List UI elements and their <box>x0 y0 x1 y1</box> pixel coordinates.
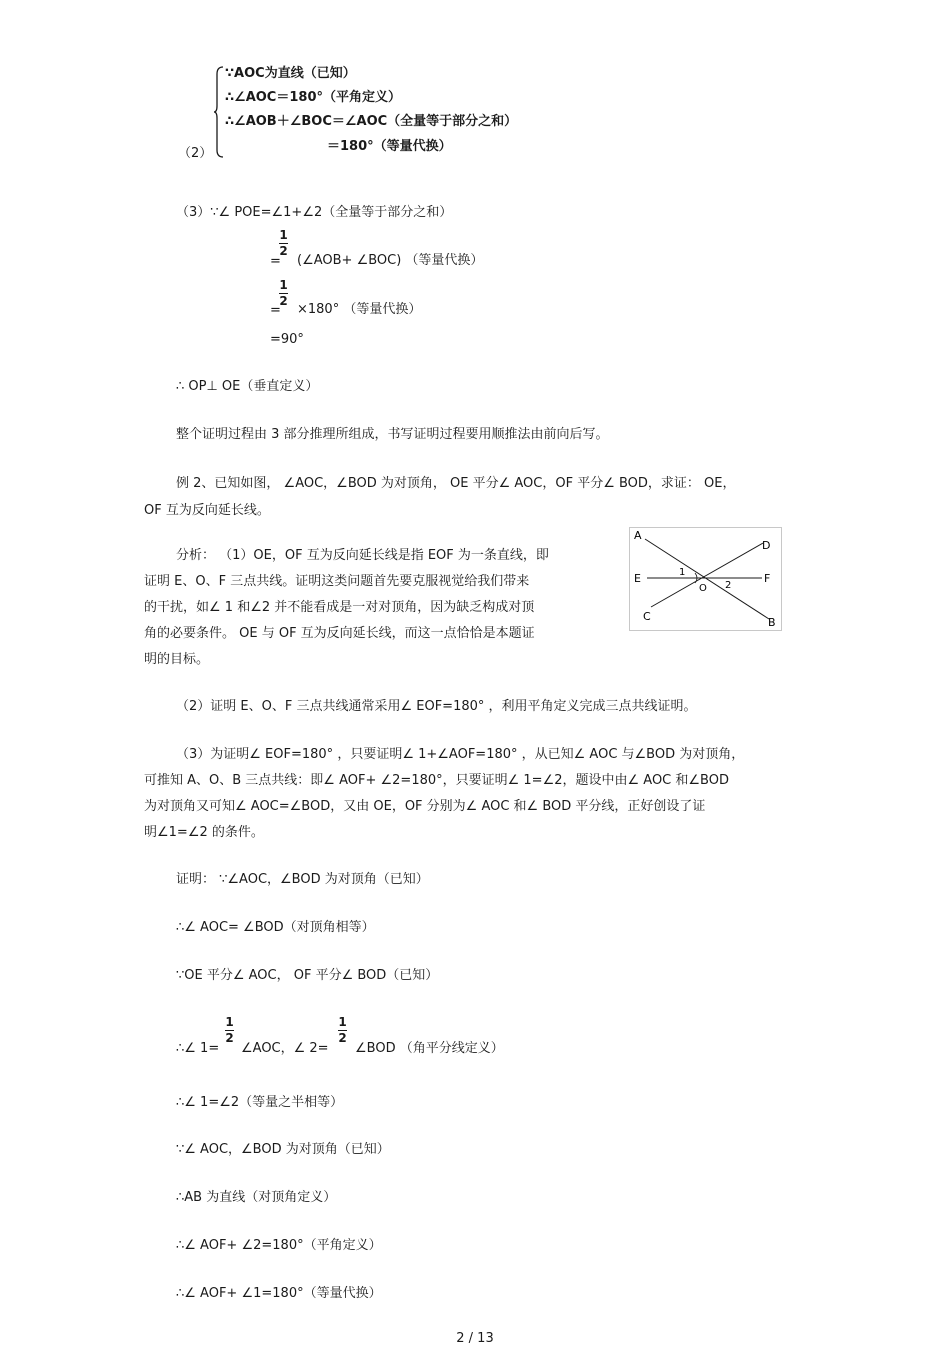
part2-line-3: ∴∠AOB＋∠BOC＝∠AOC（全量等于部分之和） <box>225 114 518 129</box>
analysis-line-5: 明的目标。 <box>144 652 210 667</box>
proof-line-8: ∴∠ AOF+ ∠2=180°（平角定义） <box>176 1238 382 1253</box>
analysis-line-2: 证明 E、O、F 三点共线。证明这类问题首先要克服视觉给我们带来 <box>144 574 530 589</box>
label-angle-2: 2 <box>725 580 732 591</box>
page-number: 2 / 13 <box>456 1331 494 1346</box>
analysis-line-1: 分析： （1）OE，OF 互为反向延长线是指 EOF 为一条直线，即 <box>176 548 549 563</box>
proof-line-5: ∴∠ 1=∠2（等量之半相等） <box>176 1095 344 1110</box>
fraction-half-2 <box>279 279 288 308</box>
fraction-denominator: 2 <box>225 1031 234 1045</box>
part3-line-2-eq: = <box>270 254 281 269</box>
analysis-line-4: 角的必要条件。 OE 与 OF 互为反向延长线，而这一点恰恰是本题证 <box>144 626 535 641</box>
fraction-numerator: 1 <box>279 228 288 242</box>
line-ab <box>645 539 769 619</box>
proof-line-6: ∵∠ AOC，∠BOD 为对顶角（已知） <box>176 1142 390 1157</box>
label-e: E <box>634 572 641 585</box>
analysis-item-3-line-4: 明∠1=∠2 的条件。 <box>144 825 264 840</box>
fraction-half-3 <box>225 1016 234 1045</box>
proof-line-7: ∴AB 为直线（对顶角定义） <box>176 1190 337 1205</box>
fraction-numerator: 1 <box>279 278 288 292</box>
analysis-line-3: 的干扰，如∠ 1 和∠2 并不能看成是一对对顶角，因为缺乏构成对顶 <box>144 600 535 615</box>
proof-line-3: ∵OE 平分∠ AOC， OF 平分∠ BOD（已知） <box>176 968 439 983</box>
proof-line-4-b: ∠AOC，∠ 2= <box>241 1041 329 1056</box>
proof-line-4-a: ∴∠ 1= <box>176 1041 220 1056</box>
analysis-item-3-line-1: （3）为证明∠ EOF=180° ，只要证明∠ 1+∠AOF=180° ，从已知∠ AOC 与∠BOD 为对顶角， <box>176 747 745 762</box>
part3-line-1: （3）∵∠ POE=∠1+∠2（全量等于部分之和） <box>176 205 453 220</box>
analysis-item-3-line-2: 可推知 A、O、B 三点共线：即∠ AOF+ ∠2=180°，只要证明∠ 1=∠2，题设中由∠ AOC 和∠BOD <box>144 773 729 788</box>
left-brace <box>214 66 224 158</box>
proof-line-4-c: ∠BOD （角平分线定义） <box>355 1041 504 1056</box>
part3-line-3-body: ×180° （等量代换） <box>297 302 422 317</box>
fraction-half-1 <box>279 229 288 258</box>
example2-line-2: OF 互为反向延长线。 <box>144 503 270 518</box>
fraction-denominator: 2 <box>338 1031 347 1045</box>
label-o: O <box>699 583 707 594</box>
analysis-item-2: （2）证明 E、O、F 三点共线通常采用∠ EOF=180° ，利用平角定义完成三点共线证明。 <box>176 699 697 714</box>
part2-line-1: ∵AOC为直线（已知） <box>225 66 356 81</box>
label-c: C <box>643 610 651 623</box>
part2-label: （2） <box>178 146 213 161</box>
fraction-numerator: 1 <box>225 1015 234 1029</box>
fraction-denominator: 2 <box>279 244 288 258</box>
figure-frame <box>630 528 782 631</box>
label-b: B <box>768 616 776 629</box>
proof-line-1: 证明： ∵∠AOC，∠BOD 为对顶角（已知） <box>176 872 429 887</box>
part3-line-4: =90° <box>270 332 304 347</box>
label-f: F <box>764 572 771 585</box>
part3-conclusion: ∴ OP⊥ OE（垂直定义） <box>176 379 319 394</box>
line-cd <box>651 543 763 607</box>
part3-line-2-body: (∠AOB+ ∠BOC) （等量代换） <box>297 253 484 268</box>
part3-line-3-eq: = <box>270 303 281 318</box>
fraction-numerator: 1 <box>338 1015 347 1029</box>
summary-text: 整个证明过程由 3 部分推理所组成，书写证明过程要用顺推法由前向后写。 <box>176 427 609 442</box>
proof-line-9: ∴∠ AOF+ ∠1=180°（等量代换） <box>176 1286 382 1301</box>
fraction-half-4 <box>338 1016 347 1045</box>
fraction-denominator: 2 <box>279 294 288 308</box>
label-d: D <box>762 539 771 552</box>
label-a: A <box>634 529 642 542</box>
part2-line-4: ＝180°（等量代换） <box>327 139 452 154</box>
proof-line-2: ∴∠ AOC= ∠BOD（对顶角相等） <box>176 920 375 935</box>
example2-line-1: 例 2、已知如图， ∠AOC，∠BOD 为对顶角， OE 平分∠ AOC，OF 平分∠ BOD，求证： OE， <box>176 476 736 491</box>
geometry-figure <box>629 527 782 631</box>
part2-line-2: ∴∠AOC＝180°（平角定义） <box>225 90 401 105</box>
label-angle-1: 1 <box>679 567 686 578</box>
analysis-item-3-line-3: 为对顶角又可知∠ AOC=∠BOD，又由 OE，OF 分别为∠ AOC 和∠ BOD 平分线，正好创设了证 <box>144 799 706 814</box>
